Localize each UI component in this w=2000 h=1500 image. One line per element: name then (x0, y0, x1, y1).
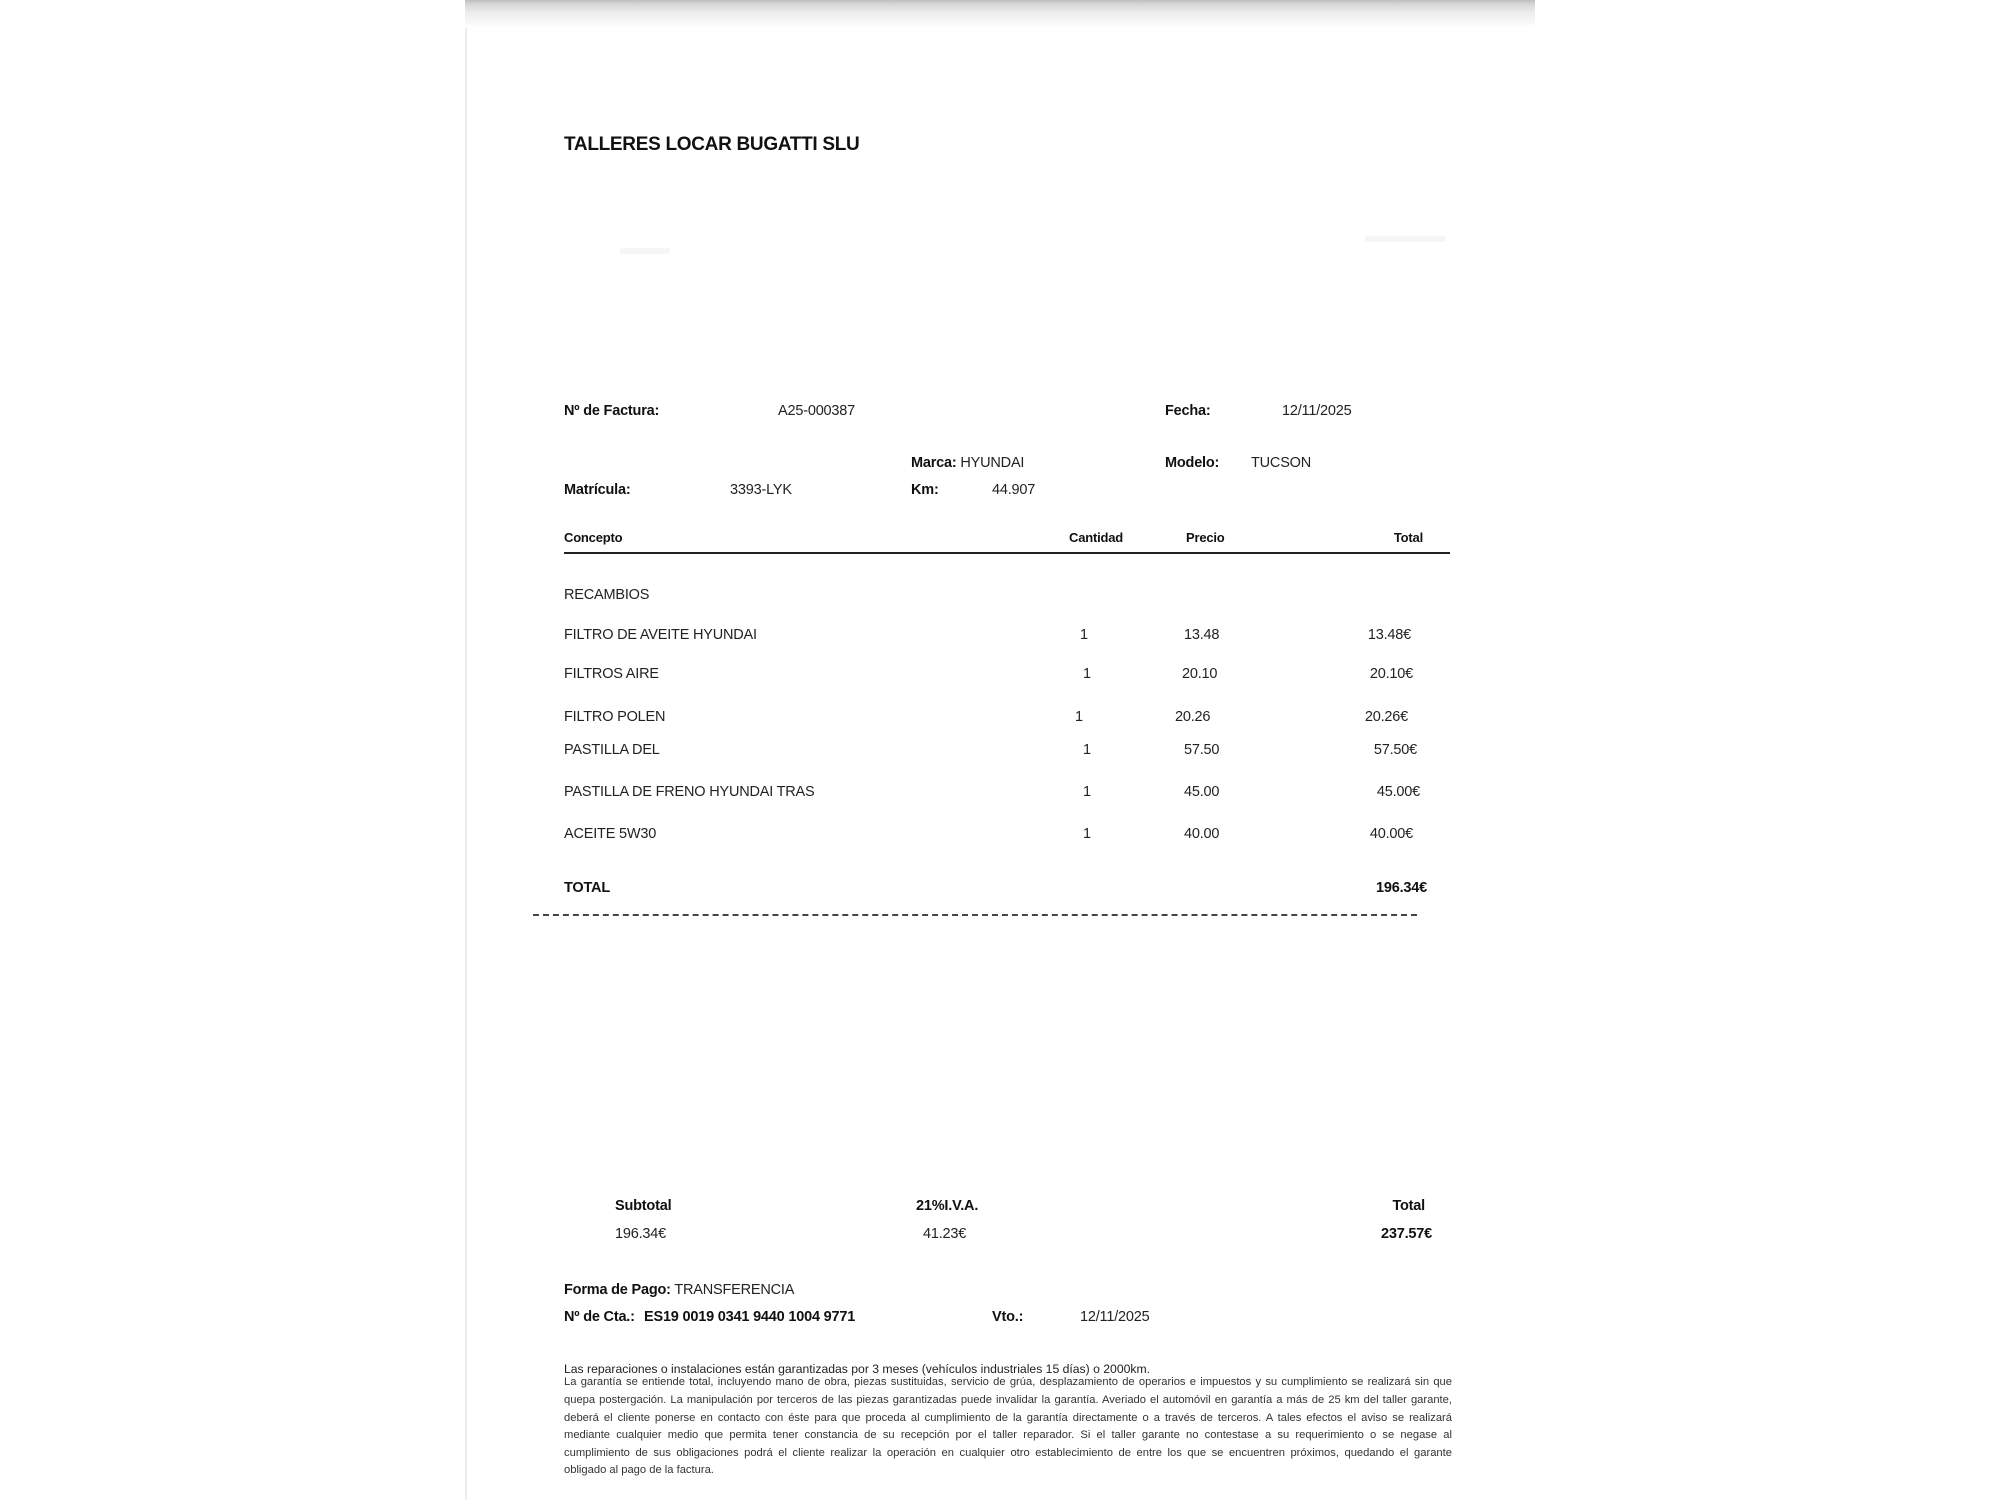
row-price: 57.50 (1184, 742, 1220, 758)
account-number: ES19 0019 0341 9440 1004 9771 (644, 1309, 856, 1325)
row-quantity: 1 (1083, 666, 1091, 682)
row-total: 45.00€ (1376, 784, 1420, 800)
grand-total-value: 237.57€ (1380, 1226, 1432, 1242)
vehicle-model-label: Modelo: (1165, 455, 1220, 471)
invoice-number-label: Nº de Factura: (564, 403, 660, 419)
row-concept: FILTROS AIRE (564, 666, 659, 682)
row-total: 57.50€ (1373, 742, 1417, 758)
row-price: 13.48 (1184, 627, 1220, 643)
row-total: 20.10€ (1369, 666, 1413, 682)
section-title: RECAMBIOS (564, 587, 650, 603)
row-total: 40.00€ (1369, 826, 1413, 842)
dashed-separator (533, 914, 1417, 916)
page-top-shadow (465, 0, 1535, 28)
warranty-line: Las reparaciones o instalaciones están garantizadas por 3 meses (vehículos industriales 15 días) o 2000km. (564, 1362, 1151, 1376)
row-concept: ACEITE 5W30 (564, 826, 657, 842)
vehicle-plate: 3393-LYK (730, 482, 792, 498)
table-total-value: 196.34€ (1375, 880, 1427, 896)
vehicle-brand-label: Marca: (911, 455, 957, 471)
warranty-line: La garantía se entiende total, incluyendo mano de obra, piezas sustituidas, servicio de grúa, desplazamiento de operarios e impuestos y su cumplimiento se realizará sin que (564, 1376, 1452, 1388)
erased-mark (1365, 236, 1445, 242)
due-label: Vto.: (992, 1309, 1024, 1325)
invoice-date-label: Fecha: (1165, 403, 1211, 419)
vehicle-brand (911, 456, 1024, 471)
invoice-number: A25-000387 (778, 403, 856, 419)
vat-value: 41.23€ (923, 1226, 967, 1242)
warranty-line: deberá el cliente ponerse en contacto con éste para que proceda al cumplimiento de la garantía directamente o a través de terceros. A tales efectos el aviso se realizará (564, 1412, 1452, 1424)
row-price: 40.00 (1184, 826, 1220, 842)
invoice-date: 12/11/2025 (1282, 403, 1352, 419)
vehicle-model: TUCSON (1251, 455, 1312, 471)
due-date: 12/11/2025 (1080, 1309, 1150, 1325)
warranty-line: quepa postergación. La manipulación por terceros de las piezas garantizadas puede invalidar la garantía. Averiado el automóvil en garantía a más de 25 km del taller garante, (564, 1394, 1452, 1406)
row-concept: FILTRO DE AVEITE HYUNDAI (564, 627, 757, 643)
row-concept: FILTRO POLEN (564, 709, 666, 725)
col-header-quantity: Cantidad (1069, 530, 1124, 545)
row-quantity: 1 (1080, 627, 1088, 643)
table-header-rule (564, 552, 1450, 554)
row-price: 45.00 (1184, 784, 1220, 800)
col-header-concept: Concepto (564, 530, 623, 545)
row-price: 20.10 (1182, 666, 1218, 682)
warranty-line: obligado al pago de la factura. (564, 1464, 714, 1476)
company-name: TALLERES LOCAR BUGATTI SLU (564, 134, 860, 155)
row-total: 20.26€ (1364, 709, 1408, 725)
account-label: Nº de Cta.: (564, 1309, 635, 1325)
vat-label: 21%I.V.A. (916, 1198, 979, 1214)
row-concept: PASTILLA DE FRENO HYUNDAI TRAS (564, 784, 815, 800)
col-header-price: Precio (1186, 530, 1225, 545)
row-quantity: 1 (1075, 709, 1083, 725)
row-quantity: 1 (1083, 826, 1091, 842)
row-quantity: 1 (1083, 742, 1091, 758)
row-total: 13.48€ (1367, 627, 1411, 643)
row-concept: PASTILLA DEL (564, 742, 660, 758)
erased-mark (620, 248, 670, 254)
vehicle-brand-value: HYUNDAI (960, 455, 1025, 471)
warranty-line: mediante cualquier medio que permita tener constancia de su recepción por el taller reparador. Si el taller garante no contestase a su requerimiento o se negase al (564, 1429, 1452, 1441)
payment-method (564, 1283, 794, 1298)
table-total-label: TOTAL (564, 880, 610, 896)
subtotal-label: Subtotal (615, 1198, 672, 1214)
payment-method-label: Forma de Pago: (564, 1282, 671, 1298)
subtotal-value: 196.34€ (615, 1226, 667, 1242)
row-quantity: 1 (1083, 784, 1091, 800)
row-price: 20.26 (1175, 709, 1211, 725)
warranty-line: cumplimiento de sus obligaciones podrá el cliente realizar la operación en cualquier otro establecimiento de entre los que se encuentren próximos, quedando el garante (564, 1447, 1452, 1459)
vehicle-km: 44.907 (992, 482, 1036, 498)
grand-total-label: Total (1392, 1198, 1425, 1214)
col-header-total: Total (1393, 530, 1423, 545)
payment-method-value: TRANSFERENCIA (674, 1282, 795, 1298)
vehicle-km-label: Km: (911, 482, 939, 498)
vehicle-plate-label: Matrícula: (564, 482, 631, 498)
